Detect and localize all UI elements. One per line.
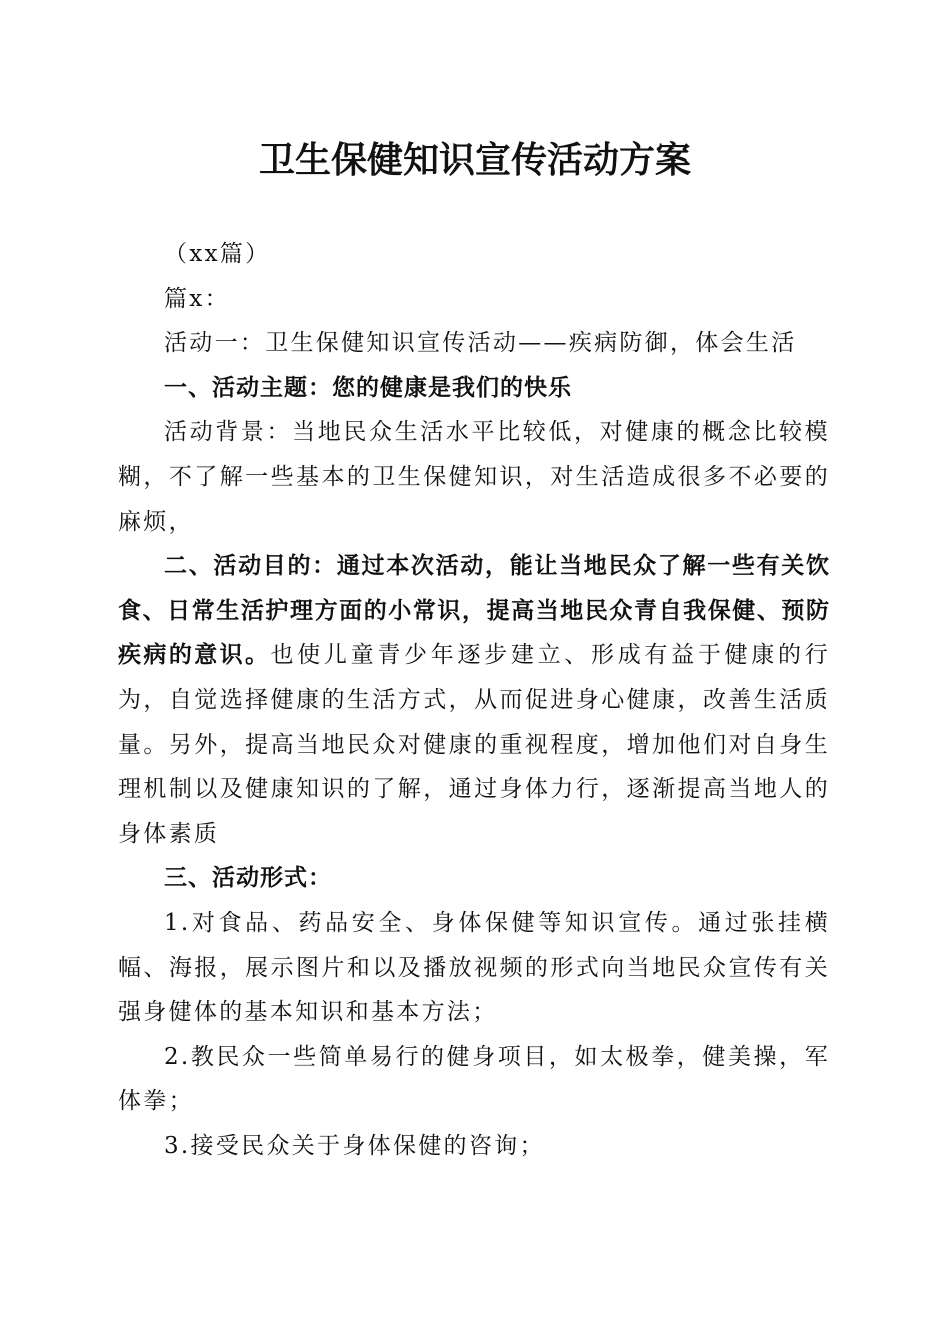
paragraph-background: 活动背景：当地民众生活水平比较低，对健康的概念比较模糊，不了解一些基本的卫生保健知识，对生活造成很多不必要的麻烦，	[118, 419, 830, 535]
list-item-2: 2.教民众一些简单易行的健身项目，如太极拳，健美操，军体拳；	[118, 1043, 830, 1115]
document-body	[118, 232, 830, 1168]
edition-note: （xx篇）	[164, 241, 271, 267]
heading-activity-form: 三、活动形式：	[164, 865, 332, 892]
list-item-3: 3.接受民众关于身体保健的咨询；	[164, 1132, 545, 1159]
purpose-text: 也使儿童青少年逐步建立、形成有益于健康的行为，自觉选择健康的生活方式，从而促进身心健康，改善生活质量。另外，提高当地民众对健康的重视程度，增加他们对自身生理机制以及健康知识的了解，通过身体力行，逐渐提高当地人的身体素质	[118, 642, 830, 847]
heading-activity-purpose: 二、活动目的：通过本次活动，能让当地民众了解一些有关饮食、日常生活护理方面的小常识，提高当地民众青自我保健、预防疾病的意识。	[118, 553, 830, 669]
activity-title: 活动一：卫生保健知识宣传活动——疾病防御，体会生活	[164, 330, 797, 357]
paragraph-purpose	[118, 544, 830, 856]
list-item-1: 1.对食品、药品安全、身体保健等知识宣传。通过张挂横幅、海报，展示图片和以及播放视频的形式向当地民众宣传有关强身健体的基本知识和基本方法；	[118, 909, 830, 1026]
document-title: 卫生保健知识宣传活动方案	[258, 139, 691, 181]
section-label: 篇x：	[164, 285, 230, 312]
heading-activity-theme: 一、活动主题：您的健康是我们的快乐	[164, 374, 572, 401]
